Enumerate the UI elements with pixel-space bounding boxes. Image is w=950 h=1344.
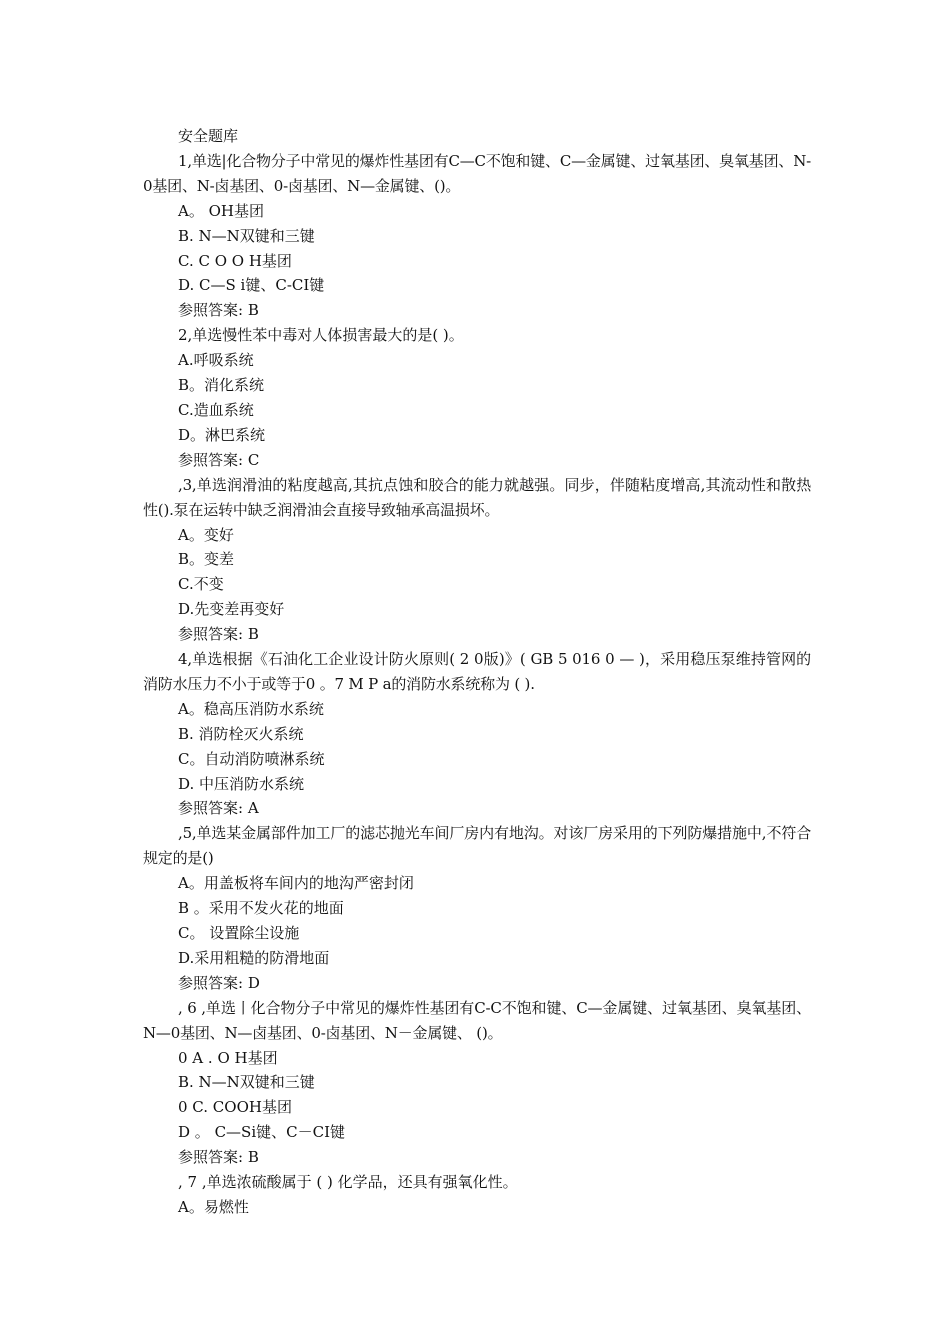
option-a: A。变好 [178, 525, 234, 544]
question-stem: , 6 ,单选丨化合物分子中常见的爆炸性基团有C-C不饱和键、C—金属键、过氧基团、臭氧基团、N—0基团、N—卤基团、0-卤基团、N－金属键、 ()。 [143, 998, 811, 1042]
document-title: 安全题库 [178, 127, 239, 145]
option-a: A。用盖板将车间内的地沟严密封闭 [178, 874, 414, 893]
option-d: D. 中压消防水系统 [178, 774, 305, 793]
option-d: D.先变差再变好 [178, 600, 285, 619]
question-2 [143, 323, 811, 472]
option-c: C.造血系统 [178, 400, 254, 419]
answer: 参照答案: B [178, 625, 259, 644]
question-6 [143, 996, 811, 1170]
answer: 参照答案: A [178, 799, 259, 818]
document-content [143, 124, 811, 1220]
question-stem: ,3,单选润滑油的粘度越高,其抗点蚀和胶合的能力就越强。同步，伴随粘度增高,其流动性和散热性().泵在运转中缺乏润滑油会直接导致轴承高温损坏。 [143, 475, 811, 519]
option-c: 0 C. COOH基团 [178, 1098, 292, 1117]
question-1 [143, 149, 811, 323]
option-a: 0 A . O H基团 [178, 1048, 278, 1067]
option-c: C.不变 [178, 575, 224, 594]
answer: 参照答案: B [178, 301, 259, 320]
question-3 [143, 473, 811, 647]
option-b: B. N—N双键和三键 [178, 226, 315, 245]
option-a: A.呼吸系统 [178, 351, 254, 370]
question-5 [143, 821, 811, 995]
option-d: D.采用粗糙的防滑地面 [178, 948, 330, 967]
option-b: B。消化系统 [178, 376, 265, 395]
question-stem: 4,单选根据《石油化工企业设计防火原则( 2 0版)》( GB 5 016 0 — )，采用稳压泵维持管网的消防水压力不小于或等于0 。7 M P a的消防水系统称为 ( ). [143, 650, 811, 693]
option-d: D。淋巴系统 [178, 425, 266, 444]
option-a: A。稳高压消防水系统 [178, 699, 324, 718]
answer: 参照答案: B [178, 1148, 259, 1167]
answer: 参照答案: C [178, 450, 260, 469]
question-7 [143, 1170, 811, 1220]
option-c: C。自动消防喷淋系统 [178, 749, 325, 768]
option-b: B 。采用不发火花的地面 [178, 899, 344, 918]
question-4 [143, 647, 811, 821]
option-c: C. C O O H基团 [178, 251, 292, 270]
option-a: A。 OH基团 [178, 201, 264, 220]
option-a: A。易燃性 [178, 1197, 249, 1216]
option-b: B. 消防栓灭火系统 [178, 724, 304, 743]
option-c: C。 设置除尘设施 [178, 924, 300, 942]
question-stem: 2,单选慢性苯中毒对人体损害最大的是( )。 [178, 326, 464, 345]
option-d: D. C—S i键、C-CI键 [178, 276, 325, 295]
question-stem: , 7 ,单选浓硫酸属于 ( ) 化学品，还具有强氧化性。 [178, 1173, 518, 1192]
option-b: B。变差 [178, 550, 235, 569]
question-stem: 1,单选|化合物分子中常见的爆炸性基团有C—C不饱和键、C—金属键、过氧基团、臭氧基团、N-0基团、N-卤基团、0-卤基团、N—金属键、()。 [143, 151, 811, 195]
question-stem: ,5,单选某金属部件加工厂的滤芯抛光车间厂房内有地沟。对该厂房采用的下列防爆措施中,不符合规定的是() [143, 824, 811, 868]
option-d: D 。 C—Si键、C－CI键 [178, 1123, 345, 1142]
option-b: B. N—N双键和三键 [178, 1073, 315, 1092]
answer: 参照答案: D [178, 973, 260, 992]
